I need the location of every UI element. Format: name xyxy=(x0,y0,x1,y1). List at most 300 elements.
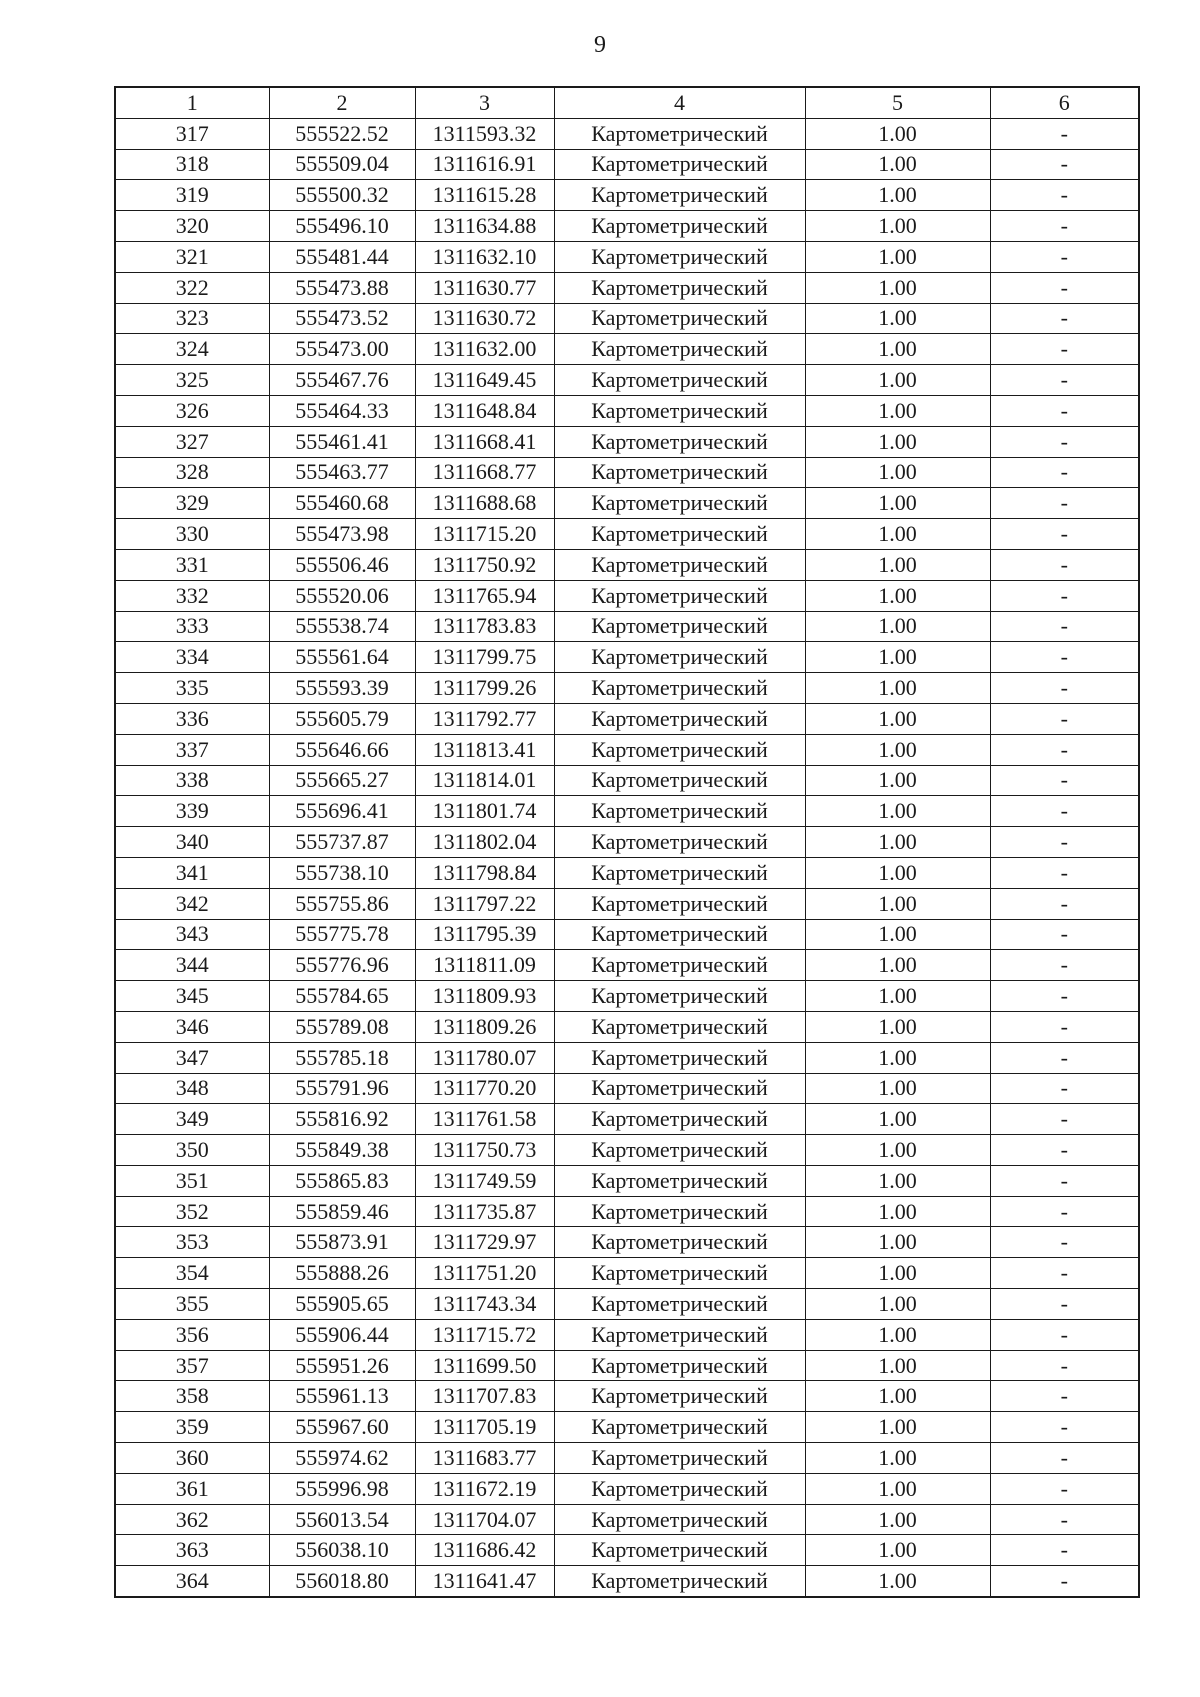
y-coordinate-cell: 1311705.19 xyxy=(415,1412,554,1443)
point-number-cell: 334 xyxy=(115,642,269,673)
point-number-cell: 350 xyxy=(115,1135,269,1166)
point-number-cell: 335 xyxy=(115,673,269,704)
note-cell: - xyxy=(990,827,1139,858)
note-cell: - xyxy=(990,211,1139,242)
note-cell: - xyxy=(990,765,1139,796)
y-coordinate-cell: 1311632.10 xyxy=(415,241,554,272)
point-number-cell: 333 xyxy=(115,611,269,642)
method-cell: Картометрический xyxy=(554,1350,805,1381)
point-number-cell: 349 xyxy=(115,1104,269,1135)
x-coordinate-cell: 555776.96 xyxy=(269,950,415,981)
y-coordinate-cell: 1311615.28 xyxy=(415,180,554,211)
y-coordinate-cell: 1311630.77 xyxy=(415,272,554,303)
method-cell: Картометрический xyxy=(554,1381,805,1412)
method-cell: Картометрический xyxy=(554,395,805,426)
method-cell: Картометрический xyxy=(554,1289,805,1320)
table-row xyxy=(115,395,1139,426)
method-cell: Картометрический xyxy=(554,334,805,365)
table-row xyxy=(115,1319,1139,1350)
point-number-cell: 326 xyxy=(115,395,269,426)
note-cell: - xyxy=(990,1104,1139,1135)
table-row xyxy=(115,303,1139,334)
point-number-cell: 360 xyxy=(115,1443,269,1474)
point-number-cell: 357 xyxy=(115,1350,269,1381)
note-cell: - xyxy=(990,981,1139,1012)
point-number-cell: 338 xyxy=(115,765,269,796)
note-cell: - xyxy=(990,118,1139,149)
point-number-cell: 353 xyxy=(115,1227,269,1258)
x-coordinate-cell: 555473.00 xyxy=(269,334,415,365)
y-coordinate-cell: 1311668.41 xyxy=(415,426,554,457)
method-cell: Картометрический xyxy=(554,1165,805,1196)
method-cell: Картометрический xyxy=(554,1443,805,1474)
y-coordinate-cell: 1311801.74 xyxy=(415,796,554,827)
note-cell: - xyxy=(990,1196,1139,1227)
x-coordinate-cell: 555461.41 xyxy=(269,426,415,457)
x-coordinate-cell: 555789.08 xyxy=(269,1011,415,1042)
method-cell: Картометрический xyxy=(554,703,805,734)
x-coordinate-cell: 555996.98 xyxy=(269,1473,415,1504)
note-cell: - xyxy=(990,919,1139,950)
point-number-cell: 325 xyxy=(115,365,269,396)
y-coordinate-cell: 1311707.83 xyxy=(415,1381,554,1412)
method-cell: Картометрический xyxy=(554,211,805,242)
y-coordinate-cell: 1311797.22 xyxy=(415,888,554,919)
y-coordinate-cell: 1311743.34 xyxy=(415,1289,554,1320)
y-coordinate-cell: 1311809.26 xyxy=(415,1011,554,1042)
table-row xyxy=(115,888,1139,919)
accuracy-cell: 1.00 xyxy=(805,180,990,211)
x-coordinate-cell: 555593.39 xyxy=(269,673,415,704)
x-coordinate-cell: 555785.18 xyxy=(269,1042,415,1073)
accuracy-cell: 1.00 xyxy=(805,827,990,858)
accuracy-cell: 1.00 xyxy=(805,1289,990,1320)
x-coordinate-cell: 555496.10 xyxy=(269,211,415,242)
method-cell: Картометрический xyxy=(554,919,805,950)
y-coordinate-cell: 1311799.26 xyxy=(415,673,554,704)
x-coordinate-cell: 555506.46 xyxy=(269,549,415,580)
method-cell: Картометрический xyxy=(554,1104,805,1135)
point-number-cell: 355 xyxy=(115,1289,269,1320)
note-cell: - xyxy=(990,580,1139,611)
accuracy-cell: 1.00 xyxy=(805,365,990,396)
y-coordinate-cell: 1311792.77 xyxy=(415,703,554,734)
y-coordinate-cell: 1311630.72 xyxy=(415,303,554,334)
table-row xyxy=(115,549,1139,580)
point-number-cell: 323 xyxy=(115,303,269,334)
table-row xyxy=(115,796,1139,827)
y-coordinate-cell: 1311765.94 xyxy=(415,580,554,611)
method-cell: Картометрический xyxy=(554,488,805,519)
x-coordinate-cell: 555463.77 xyxy=(269,457,415,488)
method-cell: Картометрический xyxy=(554,1473,805,1504)
accuracy-cell: 1.00 xyxy=(805,950,990,981)
table-row xyxy=(115,118,1139,149)
y-coordinate-cell: 1311813.41 xyxy=(415,734,554,765)
point-number-cell: 345 xyxy=(115,981,269,1012)
note-cell: - xyxy=(990,1289,1139,1320)
accuracy-cell: 1.00 xyxy=(805,1073,990,1104)
note-cell: - xyxy=(990,395,1139,426)
y-coordinate-cell: 1311780.07 xyxy=(415,1042,554,1073)
note-cell: - xyxy=(990,673,1139,704)
table-row xyxy=(115,1566,1139,1597)
table-row xyxy=(115,211,1139,242)
method-cell: Картометрический xyxy=(554,1042,805,1073)
table-row xyxy=(115,919,1139,950)
y-coordinate-cell: 1311632.00 xyxy=(415,334,554,365)
method-cell: Картометрический xyxy=(554,796,805,827)
method-cell: Картометрический xyxy=(554,765,805,796)
x-coordinate-cell: 555951.26 xyxy=(269,1350,415,1381)
x-coordinate-cell: 555665.27 xyxy=(269,765,415,796)
point-number-cell: 358 xyxy=(115,1381,269,1412)
note-cell: - xyxy=(990,241,1139,272)
x-coordinate-cell: 555481.44 xyxy=(269,241,415,272)
x-coordinate-cell: 555467.76 xyxy=(269,365,415,396)
note-cell: - xyxy=(990,1258,1139,1289)
method-cell: Картометрический xyxy=(554,1412,805,1443)
point-number-cell: 328 xyxy=(115,457,269,488)
method-cell: Картометрический xyxy=(554,272,805,303)
accuracy-cell: 1.00 xyxy=(805,765,990,796)
x-coordinate-cell: 555473.98 xyxy=(269,519,415,550)
accuracy-cell: 1.00 xyxy=(805,1412,990,1443)
y-coordinate-cell: 1311761.58 xyxy=(415,1104,554,1135)
x-coordinate-cell: 555849.38 xyxy=(269,1135,415,1166)
point-number-cell: 351 xyxy=(115,1165,269,1196)
point-number-cell: 337 xyxy=(115,734,269,765)
x-coordinate-cell: 555967.60 xyxy=(269,1412,415,1443)
table-row xyxy=(115,827,1139,858)
point-number-cell: 319 xyxy=(115,180,269,211)
y-coordinate-cell: 1311729.97 xyxy=(415,1227,554,1258)
table-row xyxy=(115,580,1139,611)
method-cell: Картометрический xyxy=(554,673,805,704)
accuracy-cell: 1.00 xyxy=(805,395,990,426)
y-coordinate-cell: 1311795.39 xyxy=(415,919,554,950)
method-cell: Картометрический xyxy=(554,241,805,272)
point-number-cell: 343 xyxy=(115,919,269,950)
y-coordinate-cell: 1311699.50 xyxy=(415,1350,554,1381)
point-number-cell: 359 xyxy=(115,1412,269,1443)
column-header: 5 xyxy=(805,87,990,118)
method-cell: Картометрический xyxy=(554,950,805,981)
note-cell: - xyxy=(990,1042,1139,1073)
accuracy-cell: 1.00 xyxy=(805,580,990,611)
accuracy-cell: 1.00 xyxy=(805,1011,990,1042)
x-coordinate-cell: 555509.04 xyxy=(269,149,415,180)
point-number-cell: 364 xyxy=(115,1566,269,1597)
accuracy-cell: 1.00 xyxy=(805,888,990,919)
table-row xyxy=(115,1196,1139,1227)
accuracy-cell: 1.00 xyxy=(805,1566,990,1597)
table-row xyxy=(115,1350,1139,1381)
accuracy-cell: 1.00 xyxy=(805,642,990,673)
x-coordinate-cell: 555500.32 xyxy=(269,180,415,211)
method-cell: Картометрический xyxy=(554,118,805,149)
note-cell: - xyxy=(990,272,1139,303)
point-number-cell: 318 xyxy=(115,149,269,180)
x-coordinate-cell: 555538.74 xyxy=(269,611,415,642)
note-cell: - xyxy=(990,1566,1139,1597)
note-cell: - xyxy=(990,426,1139,457)
table-row xyxy=(115,519,1139,550)
table-row xyxy=(115,1227,1139,1258)
y-coordinate-cell: 1311648.84 xyxy=(415,395,554,426)
table-row xyxy=(115,950,1139,981)
accuracy-cell: 1.00 xyxy=(805,118,990,149)
y-coordinate-cell: 1311668.77 xyxy=(415,457,554,488)
table-row xyxy=(115,673,1139,704)
x-coordinate-cell: 556018.80 xyxy=(269,1566,415,1597)
table-row xyxy=(115,1104,1139,1135)
note-cell: - xyxy=(990,334,1139,365)
point-number-cell: 330 xyxy=(115,519,269,550)
accuracy-cell: 1.00 xyxy=(805,1473,990,1504)
note-cell: - xyxy=(990,149,1139,180)
table-row xyxy=(115,981,1139,1012)
x-coordinate-cell: 555473.52 xyxy=(269,303,415,334)
accuracy-cell: 1.00 xyxy=(805,334,990,365)
y-coordinate-cell: 1311634.88 xyxy=(415,211,554,242)
x-coordinate-cell: 555737.87 xyxy=(269,827,415,858)
table-row xyxy=(115,1412,1139,1443)
x-coordinate-cell: 556038.10 xyxy=(269,1535,415,1566)
accuracy-cell: 1.00 xyxy=(805,1381,990,1412)
accuracy-cell: 1.00 xyxy=(805,241,990,272)
note-cell: - xyxy=(990,1319,1139,1350)
point-number-cell: 336 xyxy=(115,703,269,734)
y-coordinate-cell: 1311649.45 xyxy=(415,365,554,396)
accuracy-cell: 1.00 xyxy=(805,149,990,180)
accuracy-cell: 1.00 xyxy=(805,919,990,950)
column-header: 2 xyxy=(269,87,415,118)
point-number-cell: 320 xyxy=(115,211,269,242)
x-coordinate-cell: 555961.13 xyxy=(269,1381,415,1412)
x-coordinate-cell: 555791.96 xyxy=(269,1073,415,1104)
table-row xyxy=(115,1443,1139,1474)
note-cell: - xyxy=(990,857,1139,888)
accuracy-cell: 1.00 xyxy=(805,1504,990,1535)
y-coordinate-cell: 1311809.93 xyxy=(415,981,554,1012)
method-cell: Картометрический xyxy=(554,1535,805,1566)
point-number-cell: 342 xyxy=(115,888,269,919)
method-cell: Картометрический xyxy=(554,519,805,550)
method-cell: Картометрический xyxy=(554,642,805,673)
x-coordinate-cell: 555905.65 xyxy=(269,1289,415,1320)
y-coordinate-cell: 1311735.87 xyxy=(415,1196,554,1227)
x-coordinate-cell: 555873.91 xyxy=(269,1227,415,1258)
note-cell: - xyxy=(990,303,1139,334)
y-coordinate-cell: 1311688.68 xyxy=(415,488,554,519)
method-cell: Картометрический xyxy=(554,827,805,858)
point-number-cell: 344 xyxy=(115,950,269,981)
note-cell: - xyxy=(990,1504,1139,1535)
y-coordinate-cell: 1311750.92 xyxy=(415,549,554,580)
accuracy-cell: 1.00 xyxy=(805,488,990,519)
accuracy-cell: 1.00 xyxy=(805,272,990,303)
y-coordinate-cell: 1311749.59 xyxy=(415,1165,554,1196)
accuracy-cell: 1.00 xyxy=(805,426,990,457)
accuracy-cell: 1.00 xyxy=(805,734,990,765)
x-coordinate-cell: 555561.64 xyxy=(269,642,415,673)
note-cell: - xyxy=(990,950,1139,981)
note-cell: - xyxy=(990,180,1139,211)
method-cell: Картометрический xyxy=(554,365,805,396)
method-cell: Картометрический xyxy=(554,1504,805,1535)
point-number-cell: 346 xyxy=(115,1011,269,1042)
accuracy-cell: 1.00 xyxy=(805,1443,990,1474)
method-cell: Картометрический xyxy=(554,1073,805,1104)
point-number-cell: 340 xyxy=(115,827,269,858)
x-coordinate-cell: 555473.88 xyxy=(269,272,415,303)
note-cell: - xyxy=(990,703,1139,734)
point-number-cell: 327 xyxy=(115,426,269,457)
point-number-cell: 322 xyxy=(115,272,269,303)
method-cell: Картометрический xyxy=(554,426,805,457)
accuracy-cell: 1.00 xyxy=(805,1104,990,1135)
page-number: 9 xyxy=(594,32,606,58)
method-cell: Картометрический xyxy=(554,1227,805,1258)
accuracy-cell: 1.00 xyxy=(805,1258,990,1289)
accuracy-cell: 1.00 xyxy=(805,457,990,488)
y-coordinate-cell: 1311641.47 xyxy=(415,1566,554,1597)
y-coordinate-cell: 1311770.20 xyxy=(415,1073,554,1104)
table-row xyxy=(115,1135,1139,1166)
x-coordinate-cell: 555605.79 xyxy=(269,703,415,734)
x-coordinate-cell: 555696.41 xyxy=(269,796,415,827)
note-cell: - xyxy=(990,1350,1139,1381)
x-coordinate-cell: 555816.92 xyxy=(269,1104,415,1135)
x-coordinate-cell: 555738.10 xyxy=(269,857,415,888)
note-cell: - xyxy=(990,457,1139,488)
y-coordinate-cell: 1311704.07 xyxy=(415,1504,554,1535)
accuracy-cell: 1.00 xyxy=(805,1227,990,1258)
table-body xyxy=(115,118,1139,1597)
note-cell: - xyxy=(990,1381,1139,1412)
accuracy-cell: 1.00 xyxy=(805,857,990,888)
point-number-cell: 331 xyxy=(115,549,269,580)
y-coordinate-cell: 1311802.04 xyxy=(415,827,554,858)
x-coordinate-cell: 555755.86 xyxy=(269,888,415,919)
y-coordinate-cell: 1311811.09 xyxy=(415,950,554,981)
x-coordinate-cell: 555784.65 xyxy=(269,981,415,1012)
accuracy-cell: 1.00 xyxy=(805,519,990,550)
point-number-cell: 317 xyxy=(115,118,269,149)
accuracy-cell: 1.00 xyxy=(805,1535,990,1566)
x-coordinate-cell: 555906.44 xyxy=(269,1319,415,1350)
point-number-cell: 356 xyxy=(115,1319,269,1350)
table-row xyxy=(115,180,1139,211)
point-number-cell: 352 xyxy=(115,1196,269,1227)
note-cell: - xyxy=(990,519,1139,550)
table-row xyxy=(115,642,1139,673)
coordinates-table xyxy=(114,86,1140,1598)
x-coordinate-cell: 555974.62 xyxy=(269,1443,415,1474)
x-coordinate-cell: 555888.26 xyxy=(269,1258,415,1289)
note-cell: - xyxy=(990,1412,1139,1443)
method-cell: Картометрический xyxy=(554,1196,805,1227)
method-cell: Картометрический xyxy=(554,580,805,611)
point-number-cell: 321 xyxy=(115,241,269,272)
table-row xyxy=(115,488,1139,519)
method-cell: Картометрический xyxy=(554,734,805,765)
column-header: 1 xyxy=(115,87,269,118)
note-cell: - xyxy=(990,365,1139,396)
y-coordinate-cell: 1311593.32 xyxy=(415,118,554,149)
table-row xyxy=(115,1258,1139,1289)
point-number-cell: 363 xyxy=(115,1535,269,1566)
table-row xyxy=(115,1473,1139,1504)
note-cell: - xyxy=(990,1135,1139,1166)
note-cell: - xyxy=(990,1165,1139,1196)
method-cell: Картометрический xyxy=(554,611,805,642)
table-row xyxy=(115,241,1139,272)
note-cell: - xyxy=(990,611,1139,642)
y-coordinate-cell: 1311616.91 xyxy=(415,149,554,180)
y-coordinate-cell: 1311750.73 xyxy=(415,1135,554,1166)
method-cell: Картометрический xyxy=(554,1319,805,1350)
table-row xyxy=(115,149,1139,180)
y-coordinate-cell: 1311715.20 xyxy=(415,519,554,550)
point-number-cell: 341 xyxy=(115,857,269,888)
table-row xyxy=(115,1042,1139,1073)
accuracy-cell: 1.00 xyxy=(805,611,990,642)
point-number-cell: 332 xyxy=(115,580,269,611)
y-coordinate-cell: 1311686.42 xyxy=(415,1535,554,1566)
point-number-cell: 354 xyxy=(115,1258,269,1289)
method-cell: Картометрический xyxy=(554,1011,805,1042)
point-number-cell: 362 xyxy=(115,1504,269,1535)
table-row xyxy=(115,857,1139,888)
x-coordinate-cell: 556013.54 xyxy=(269,1504,415,1535)
accuracy-cell: 1.00 xyxy=(805,1350,990,1381)
x-coordinate-cell: 555775.78 xyxy=(269,919,415,950)
x-coordinate-cell: 555859.46 xyxy=(269,1196,415,1227)
column-header: 6 xyxy=(990,87,1139,118)
x-coordinate-cell: 555520.06 xyxy=(269,580,415,611)
note-cell: - xyxy=(990,734,1139,765)
y-coordinate-cell: 1311783.83 xyxy=(415,611,554,642)
table-row xyxy=(115,1504,1139,1535)
table-row xyxy=(115,365,1139,396)
accuracy-cell: 1.00 xyxy=(805,703,990,734)
note-cell: - xyxy=(990,1443,1139,1474)
method-cell: Картометрический xyxy=(554,149,805,180)
table-row xyxy=(115,1535,1139,1566)
note-cell: - xyxy=(990,488,1139,519)
table-row xyxy=(115,1165,1139,1196)
accuracy-cell: 1.00 xyxy=(805,211,990,242)
method-cell: Картометрический xyxy=(554,457,805,488)
method-cell: Картометрический xyxy=(554,1258,805,1289)
method-cell: Картометрический xyxy=(554,981,805,1012)
accuracy-cell: 1.00 xyxy=(805,981,990,1012)
x-coordinate-cell: 555460.68 xyxy=(269,488,415,519)
table-header xyxy=(115,87,1139,118)
y-coordinate-cell: 1311798.84 xyxy=(415,857,554,888)
note-cell: - xyxy=(990,1073,1139,1104)
x-coordinate-cell: 555865.83 xyxy=(269,1165,415,1196)
note-cell: - xyxy=(990,1011,1139,1042)
accuracy-cell: 1.00 xyxy=(805,1319,990,1350)
method-cell: Картометрический xyxy=(554,549,805,580)
point-number-cell: 339 xyxy=(115,796,269,827)
point-number-cell: 347 xyxy=(115,1042,269,1073)
x-coordinate-cell: 555464.33 xyxy=(269,395,415,426)
accuracy-cell: 1.00 xyxy=(805,1196,990,1227)
